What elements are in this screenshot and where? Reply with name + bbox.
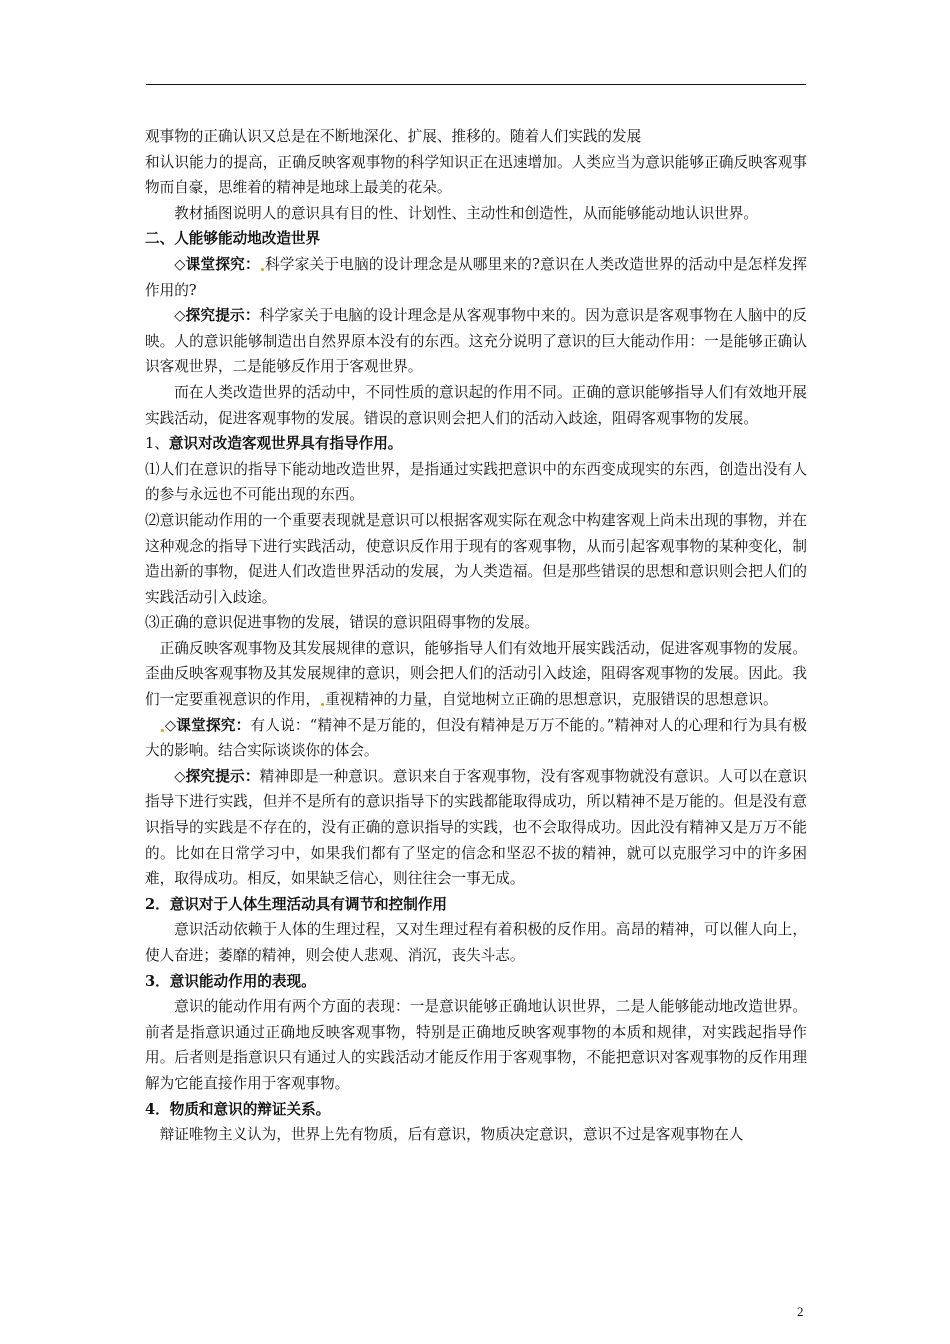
paragraph: ⑴人们在意识的指导下能动地改造世界，是指通过实践把意识中的东西变成现实的东西，创造出没有人的参与永远也不可能出现的东西。 [145, 460, 807, 504]
paragraph-text: 正确反映客观事物及其发展规律的意识，能够指导人们有效地开展实践活动，促进客观事物的发展。歪曲反映客观事物及其发展规律的意识，则会把人们的活动引入歧途，阻碍客观事物的发展。因此。我们一定要重视意识的作用， [145, 639, 807, 709]
paragraph [145, 303, 807, 380]
paragraph-text: 科学家关于电脑的设计理念是从客观事物中来的。因为意识是客观事物在人脑中的反映。人的意识能够制造出自然界原本没有的东西。这充分说明了意识的巨大能动作用：一是能够正确认识客观世界，二是能够反作用于客观世界。 [145, 307, 807, 376]
paragraph: 而在人类改造世界的活动中，不同性质的意识起的作用不同。正确的意识能够指导人们有效地开展实践活动，促进客观事物的发展。错误的意识则会把人们的活动入歧途，阻碍客观事物的发展。 [145, 383, 807, 427]
section-heading: 二、人能够能动地改造世界 [145, 230, 321, 248]
hint-label: ◇探究提示： [174, 767, 260, 785]
heading-number: 1、 [145, 435, 169, 453]
section-heading: 4．物质和意识的辩证关系。 [145, 1100, 331, 1118]
paragraph-text: 科学家关于电脑的设计理念是从哪里来的?意识在人类改造世界的活动中是怎样发挥作用的? [145, 255, 808, 299]
paragraph: ⑵意识能动作用的一个重要表现就是意识可以根据客观实际在观念中构建客观上尚未出现的事物，并在这种观念的指导下进行实践活动，使意识反作用于现有的客观事物，从而引起客观事物的某种变化，制造出新的事物，促进人们改造世界活动的发展，为人类造福。但是那些错误的思想和意识则会把人们的实践活动引入歧途。 [145, 511, 807, 606]
header-rule [146, 84, 806, 85]
paragraph-text: 重视精神的力量，自觉地树立正确的思想意识，克服错误的思想意识。 [325, 691, 778, 709]
heading-text: 意识对改造客观世界具有指导作用。 [168, 435, 403, 453]
section-heading: 2．意识对于人体生理活动具有调节和控制作用 [145, 895, 448, 913]
hint-label: ◇探究提示： [174, 307, 260, 325]
paragraph [145, 764, 807, 892]
paragraph: 教材插图说明人的意识具有目的性、计划性、主动性和创造性，从而能够能动地认识世界。 [174, 204, 758, 222]
paragraph [145, 252, 807, 303]
paragraph: 意识的能动作用有两个方面的表现：一是意识能够正确地认识世界，二是人能够能动地改造世界。前者是指意识通过正确地反映客观事物，特别是正确地反映客观事物的本质和规律，对实践起指导作用。后者则是指意识只有通过人的实践活动才能反作用于客观事物，不能把意识对客观事物的反作用理解为它能直接作用于客观事物。 [145, 998, 807, 1092]
paragraph [145, 636, 807, 713]
paragraph-text: 有人说：“精神不是万能的，但没有精神是万万不能的。”精神对人的心理和行为具有极大的影响。结合实际谈谈你的体会。 [145, 716, 807, 760]
paragraph: 辩证唯物主义认为，世界上先有物质，后有意识，物质决定意识，意识不过是客观事物在人 [159, 1126, 744, 1144]
document-body [145, 124, 807, 1148]
paragraph: 意识活动依赖于人体的生理过程，又对生理过程有着积极的反作用。高昂的精神，可以催人向上，使人奋进；萎靡的精神，则会使人悲观、消沉，丧失斗志。 [145, 921, 807, 964]
paragraph: 观事物的正确认识又总是在不断地深化、扩展、推移的。随着人们实践的发展 [145, 128, 642, 145]
marker-dot-icon [261, 268, 264, 271]
paragraph [145, 713, 807, 764]
explore-label: ◇课堂探究： [164, 716, 251, 734]
marker-dot-icon [161, 729, 164, 732]
explore-label: ◇课堂探究： [174, 255, 260, 273]
paragraph: ⑶正确的意识促进事物的发展，错误的意识阻碍事物的发展。 [145, 614, 540, 632]
paragraph-text: 精神即是一种意识。意识来自于客观事物，没有客观事物就没有意识。人可以在意识指导下进行实践，但并不是所有的意识指导下的实践都能取得成功，所以精神不是万能的。但是没有意识指导的实践是不存在的，没有正确的意识指导的实践，也不会取得成功。因此没有精神又是万万不能的。比如在日常学习中，如果我们都有了坚定的信念和坚忍不拔的精神，就可以克服学习中的许多困难，取得成功。相反，如果缺乏信心，则往往会一事无成。 [145, 767, 807, 888]
marker-dot-icon [321, 703, 324, 706]
paragraph: 和认识能力的提高，正确反映客观事物的科学知识正在迅速增加。人类应当为意识能够正确反映客观事物而自豪，思维着的精神是地球上最美的花朵。 [145, 153, 807, 197]
section-heading [145, 431, 807, 457]
section-heading: 3．意识能动作用的表现。 [145, 972, 316, 990]
page-number: 2 [797, 1304, 804, 1319]
